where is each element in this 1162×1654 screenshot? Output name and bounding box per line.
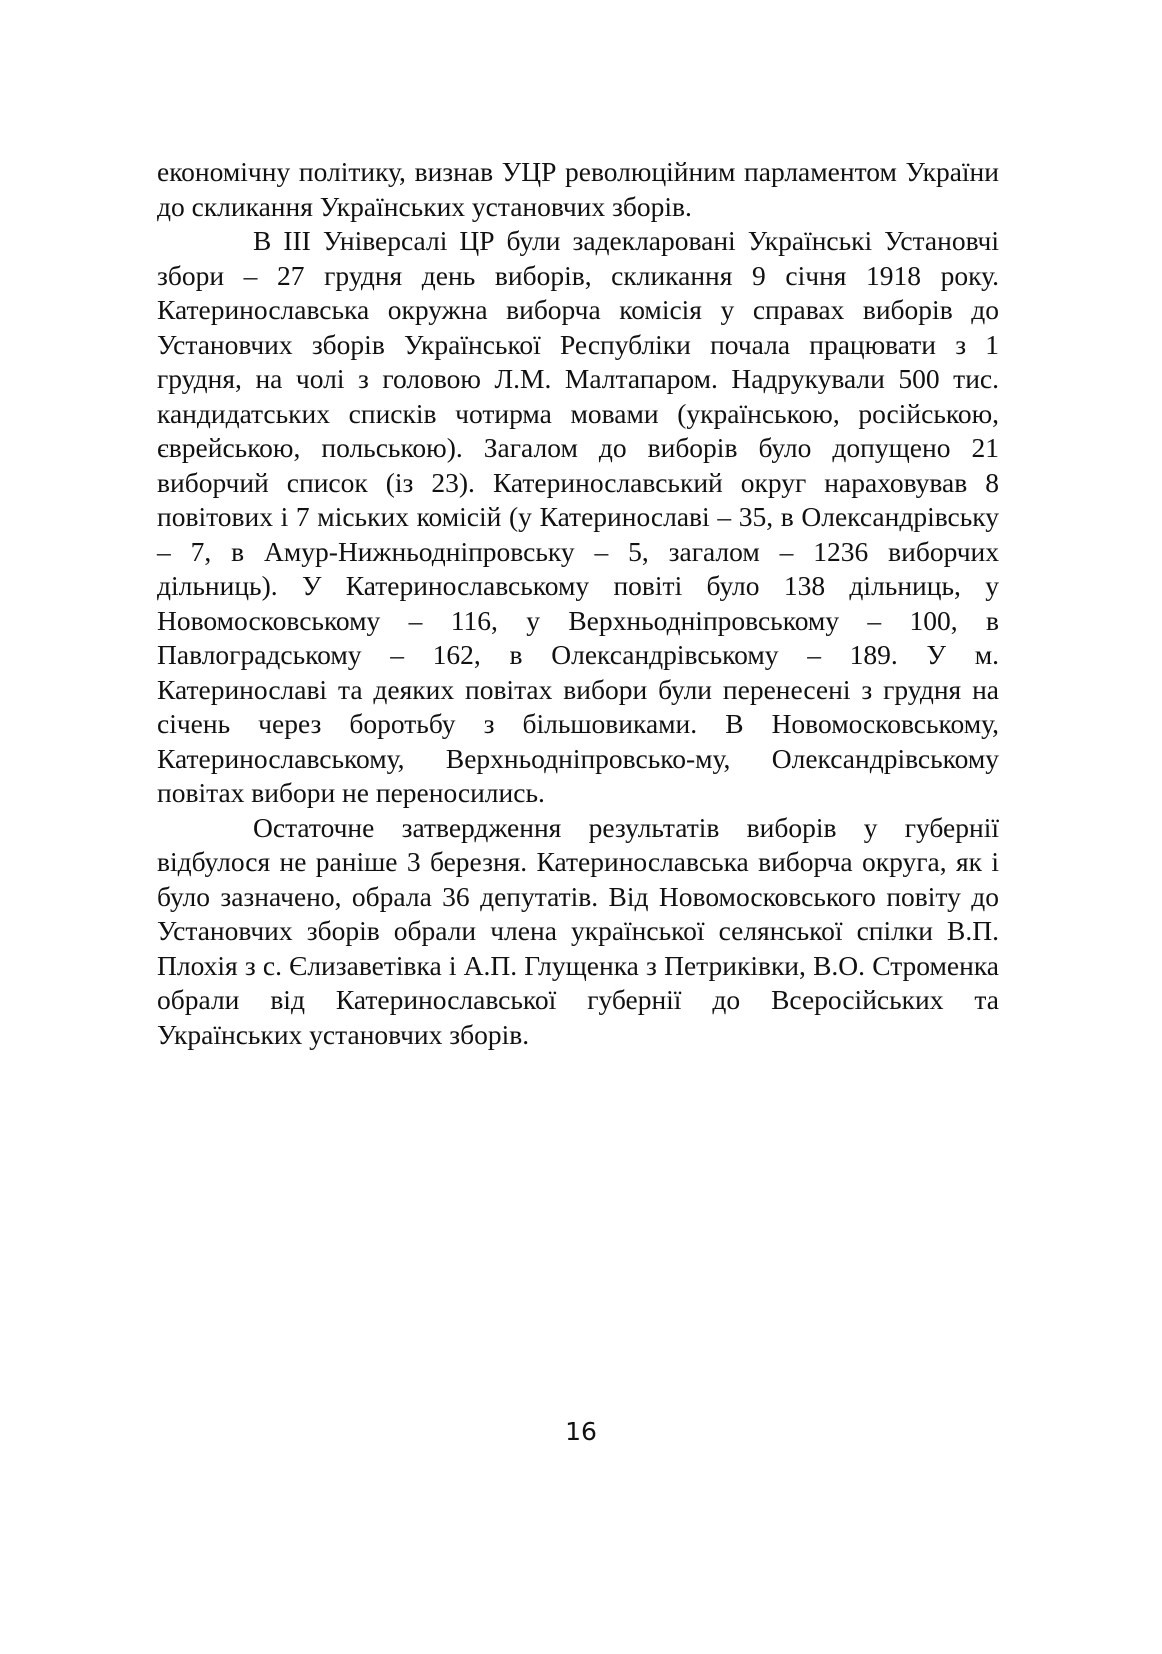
paragraph-continuation: економічну політику, визнав УЦР революційним парламентом України до скликання Українських установчих зборів. (157, 156, 999, 222)
paragraph-universal: В ІІІ Універсалі ЦР були задекларовані Українські Установчі збори – 27 грудня день виборів, скликання 9 січня 1918 року. Катеринославська окружна виборча комісія у справах виборів до Установчих зборів Української Республіки почала працювати з 1 грудня, на чолі з головою Л.М. Малтапаром. Надрукували 500 тис. кандидатських списків чотирма мовами (українською, російською, єврейською, польською). Загалом до виборів було допущено 21 виборчий список (із 23). Катеринославський округ нараховував 8 повітових і 7 міських комісій (у Катеринославі – 35, в Олександрівську – 7, в Амур-Нижньодніпровську – 5, загалом – 1236 виборчих дільниць). У Катеринославському повіті було 138 дільниць, у Новомосковському – 116, у Верхньодніпровському – 100, в Павлоградському – 162, в Олександрівському – 189. У м. Катеринославі та деяких повітах вибори були перенесені з грудня на січень через боротьбу з більшовиками. В Новомосковському, Катеринославському, Верхньодніпровсько-му, Олександрівському повітах вибори не переносились. (157, 225, 999, 808)
body-text (157, 155, 999, 1052)
page-number: 16 (565, 1417, 597, 1446)
paragraph-results: Остаточне затвердження результатів виборів у губернії відбулося не раніше 3 березня. Катеринославська виборча округа, як і було зазначено, обрала 36 депутатів. Від Новомосковського повіту до Установчих зборів обрали члена української селянської спілки В.П. Плохія з с. Єлизаветівка і А.П. Глущенка з Петриківки, В.О. Строменка обрали від Катеринославської губернії до Всеросійських та Українських установчих зборів. (157, 811, 999, 1050)
